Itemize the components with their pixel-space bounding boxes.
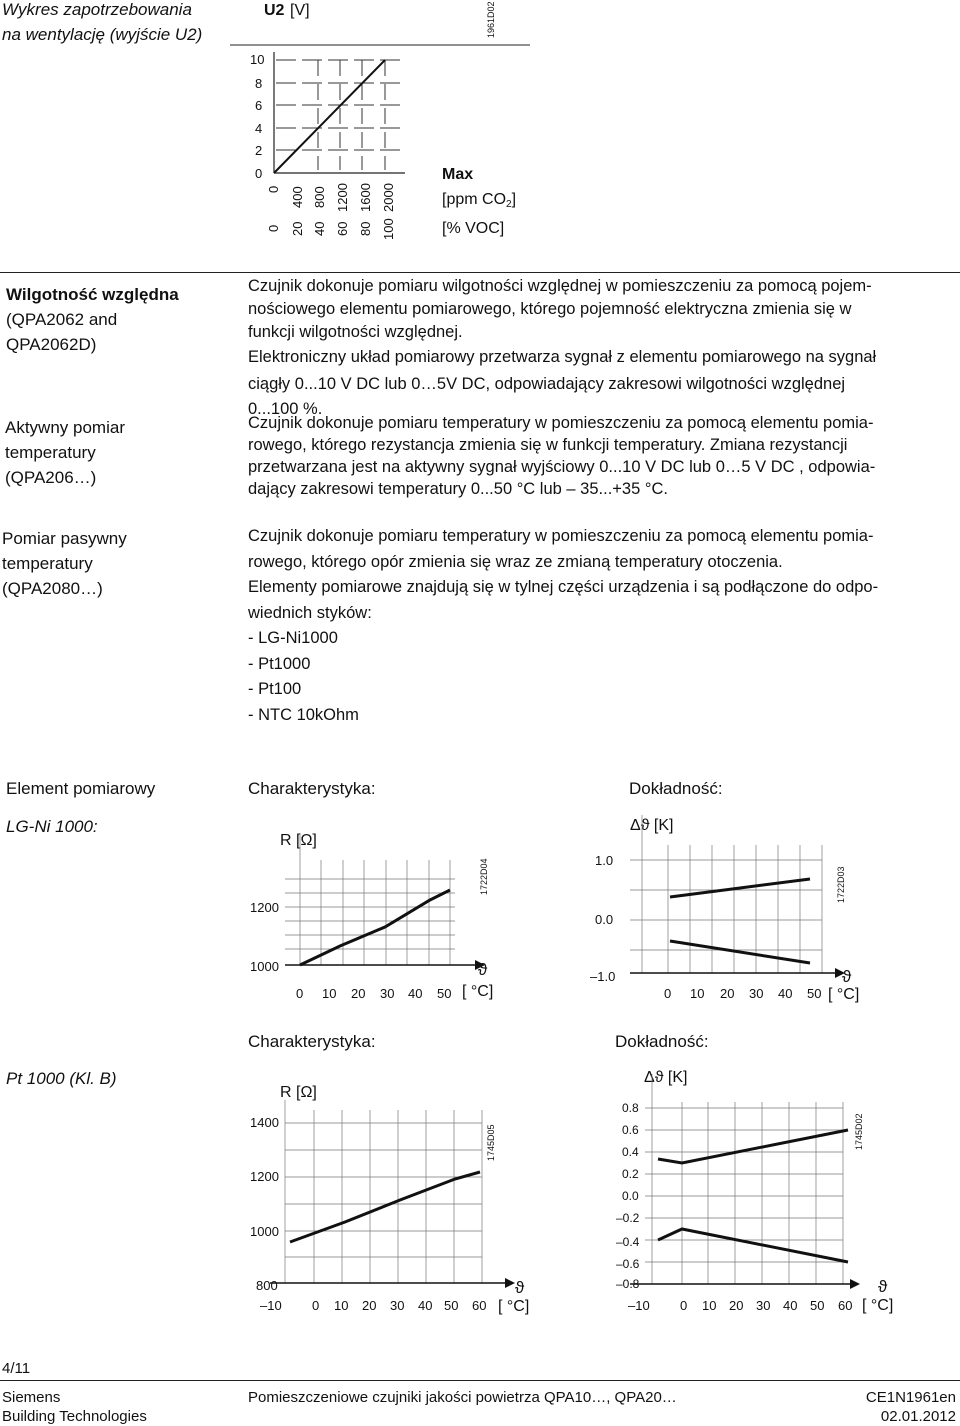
x-tick: 50: [444, 1298, 459, 1313]
x-unit: [ °C]: [498, 1298, 530, 1315]
x-tick: 10: [322, 986, 337, 1001]
figure-code: 1722D03: [836, 866, 846, 903]
footer-rule: [0, 1380, 960, 1381]
x-tick: 80: [358, 221, 373, 236]
x-tick: 40: [408, 986, 423, 1001]
text-line: przetwarzana jest na aktywny sygnał wyjściowy 0...10 V DC lub 0…5 V DC , odpowia-: [248, 458, 876, 476]
x-tick: 1600: [358, 183, 373, 212]
x-tick: 50: [810, 1298, 825, 1313]
figure-code: 1961D02: [486, 1, 496, 38]
x-tick: 0: [664, 986, 672, 1001]
active-temp-sidebar: [5, 415, 125, 490]
sidebar-line: temperatury: [2, 554, 93, 573]
text-line: Czujnik dokonuje pomiaru wilgotności względnej w pomieszczeniu za pomocą pojem-: [248, 277, 872, 295]
text-line: wiednich styków:: [248, 603, 372, 622]
upper-limit: [658, 1130, 848, 1163]
x-tick: 10: [702, 1298, 717, 1313]
sidebar-line: temperatury: [5, 443, 96, 462]
curve: [290, 1172, 480, 1242]
x-tick: 10: [690, 986, 705, 1001]
sidebar-line: Aktywny pomiar: [5, 418, 125, 437]
pt-acc-chart: [590, 1062, 910, 1320]
char-header: Charakterystyka:: [248, 779, 376, 798]
curve: [300, 890, 450, 965]
x-tick: 2000: [381, 183, 396, 212]
x-tick: 20: [290, 221, 305, 236]
x-tick: –10: [628, 1298, 650, 1313]
company-division: Building Technologies: [2, 1408, 147, 1425]
unit-co2: [ppm CO2]: [442, 191, 517, 210]
y-tick: 0.2: [622, 1167, 639, 1181]
sidebar-heading: Wilgotność względna: [6, 285, 179, 304]
y-tick: –0.8: [616, 1277, 640, 1291]
sidebar-line: (QPA2080…): [2, 579, 103, 598]
y-axis-unit: [V]: [290, 2, 310, 19]
y-tick: –1.0: [590, 969, 616, 984]
y-tick: 0.0: [622, 1189, 639, 1203]
x-tick: 30: [390, 1298, 405, 1313]
sidebar-line: (QPA206…): [5, 468, 97, 487]
characteristic-line: [274, 60, 385, 173]
x-tick: 20: [362, 1298, 377, 1313]
y-tick: –0.4: [616, 1235, 640, 1249]
acc-header: Dokładność:: [629, 779, 723, 798]
text-line: dający zakresowi temperatury 0...50 °C lub ‒ 35...+35 °C.: [248, 480, 668, 498]
y-tick: 1400: [250, 1115, 279, 1130]
x-tick: 20: [729, 1298, 744, 1313]
upper-limit: [670, 879, 810, 897]
list-item: - LG-Ni1000: [248, 629, 338, 647]
lower-limit: [670, 941, 810, 963]
x-tick: 30: [756, 1298, 771, 1313]
passive-temp-text: [248, 524, 958, 728]
text-line: Czujnik dokonuje pomiaru temperatury w pomieszczeniu za pomocą elementu pomia-: [248, 527, 874, 545]
text-line: Elektroniczny układ pomiarowy przetwarza sygnał z elementu pomiarowego na sygnał: [248, 348, 877, 366]
text-line: ciągły 0...10 V DC lub 0…5V DC, odpowiadający zakresowi wilgotności względnej: [248, 374, 846, 393]
list-item: - NTC 10kOhm: [248, 705, 359, 724]
text-line: funkcji wilgotności względnej.: [248, 323, 463, 341]
y-axis-label: U2: [264, 2, 285, 19]
x-tick: 1200: [335, 183, 350, 212]
y-tick: 10: [250, 52, 265, 67]
sidebar-line: QPA2062D): [6, 335, 97, 354]
ventilation-chart: [230, 0, 530, 245]
y-tick: –0.2: [616, 1211, 640, 1225]
y-tick: 6: [255, 98, 263, 113]
y-ticks: [250, 52, 264, 181]
y-tick: 0: [255, 166, 263, 181]
y-tick: 0.8: [622, 1101, 639, 1115]
y-axis-label: R [Ω]: [280, 832, 317, 849]
page-number: 4/11: [2, 1360, 31, 1377]
sidebar-line: Pomiar pasywny: [2, 529, 127, 548]
y-tick: 1200: [250, 1169, 279, 1184]
y-tick: 2: [255, 143, 263, 158]
y-tick: 0.6: [622, 1123, 639, 1137]
x-tick: 20: [351, 986, 366, 1001]
text-line: 0...100 %.: [248, 400, 323, 418]
title-line-2: na wentylację (wyjście U2): [2, 25, 203, 44]
x-tick: 60: [335, 221, 350, 236]
x-unit: [ °C]: [828, 986, 860, 1003]
theta-symbol: ϑ: [842, 967, 852, 986]
y-axis-label: Δϑ [K]: [644, 1069, 688, 1086]
footer-doc: [866, 1388, 956, 1426]
x-tick: 400: [290, 186, 305, 208]
company-name: Siemens: [2, 1389, 61, 1406]
text-line: rowego, którego opór zmienia się wraz ze zmianą temperatury otoczenia.: [248, 552, 783, 571]
acc-header-2: Dokładność:: [615, 1032, 709, 1051]
theta-symbol: ϑ: [878, 1277, 888, 1296]
unit-voc: [% VOC]: [442, 220, 505, 237]
x-tick: 800: [312, 186, 327, 208]
section1-title: [2, 0, 202, 47]
x-tick: 60: [472, 1298, 487, 1313]
text-line: Elementy pomiarowe znajdują się w tylnej części urządzenia i są podłączone do odpo-: [248, 578, 879, 596]
text-line: Czujnik dokonuje pomiaru temperatury w pomieszczeniu za pomocą elementu pomia-: [248, 414, 874, 432]
x-tick: 30: [380, 986, 395, 1001]
x-tick: 40: [778, 986, 793, 1001]
theta-symbol: ϑ: [478, 960, 488, 979]
doc-number: CE1N1961en: [865, 1389, 956, 1406]
lgni-label: LG-Ni 1000:: [6, 817, 98, 836]
y-tick: 1200: [250, 900, 279, 915]
y-tick: 0.4: [622, 1145, 639, 1159]
y-tick: –0.6: [616, 1257, 640, 1271]
x-tick: 40: [418, 1298, 433, 1313]
humidity-text: [248, 275, 958, 421]
x-tick: 0: [680, 1298, 688, 1313]
title-line-1: Wykres zapotrzebowania: [2, 0, 192, 19]
element-header: Element pomiarowy: [6, 779, 156, 798]
figure-code: 1745D02: [854, 1113, 864, 1150]
y-tick: 1.0: [595, 853, 614, 868]
x-tick: 50: [807, 986, 822, 1001]
lgni-char-chart: [230, 815, 510, 1005]
x-ticks-co2: [266, 183, 396, 212]
char-header-2: Charakterystyka:: [248, 1032, 376, 1051]
x-tick: 40: [312, 221, 327, 236]
x-tick: 50: [437, 986, 452, 1001]
x-tick: 40: [783, 1298, 798, 1313]
footer-company: [2, 1388, 147, 1426]
y-tick: 8: [255, 76, 263, 91]
footer-title: Pomieszczeniowe czujniki jakości powietrza QPA10…, QPA20…: [248, 1389, 677, 1406]
lgni-acc-chart: [590, 805, 870, 1005]
lower-limit: [658, 1229, 848, 1262]
x-tick: 0: [296, 986, 304, 1001]
sidebar-line: (QPA2062 and: [6, 310, 118, 329]
y-tick: 0.0: [595, 912, 614, 927]
x-tick: –10: [260, 1298, 282, 1313]
y-tick: 1000: [250, 959, 279, 974]
max-label: Max: [442, 166, 474, 183]
y-tick: 800: [256, 1278, 278, 1293]
y-tick: 4: [255, 121, 263, 136]
x-tick: 20: [720, 986, 735, 1001]
x-tick: 0: [266, 224, 281, 232]
doc-date: 02.01.2012: [880, 1408, 956, 1425]
x-tick: 100: [381, 218, 396, 240]
y-axis-label: Δϑ [K]: [630, 817, 674, 834]
y-tick: 1000: [250, 1224, 279, 1239]
text-line: rowego, którego rezystancja zmienia się w funkcji temperatury. Zmiana rezystancji: [248, 436, 848, 454]
x-tick: 10: [334, 1298, 349, 1313]
text-line: nościowego elementu pomiarowego, którego pojemność elektryczna zmienia się w: [248, 300, 852, 318]
active-temp-text: [248, 412, 958, 500]
passive-temp-sidebar: [2, 526, 127, 601]
figure-code: 1745D05: [486, 1124, 496, 1161]
figure-code: 1722D04: [479, 858, 489, 895]
x-tick: 60: [838, 1298, 853, 1313]
x-ticks-voc: [266, 218, 396, 240]
section-divider: [0, 272, 960, 273]
x-tick: 0: [266, 185, 281, 193]
x-unit: [ °C]: [862, 1297, 894, 1314]
x-tick: 30: [749, 986, 764, 1001]
humidity-sidebar: [6, 282, 179, 357]
grid-lines: [276, 60, 402, 170]
y-axis-label: R [Ω]: [280, 1084, 317, 1101]
pt-char-chart: [230, 1075, 540, 1320]
theta-symbol: ϑ: [515, 1278, 525, 1297]
pt-label: Pt 1000 (Kl. B): [6, 1069, 117, 1088]
list-item: - Pt1000: [248, 654, 311, 673]
list-item: - Pt100: [248, 680, 302, 698]
x-tick: 0: [312, 1298, 320, 1313]
x-unit: [ °C]: [462, 983, 494, 1000]
